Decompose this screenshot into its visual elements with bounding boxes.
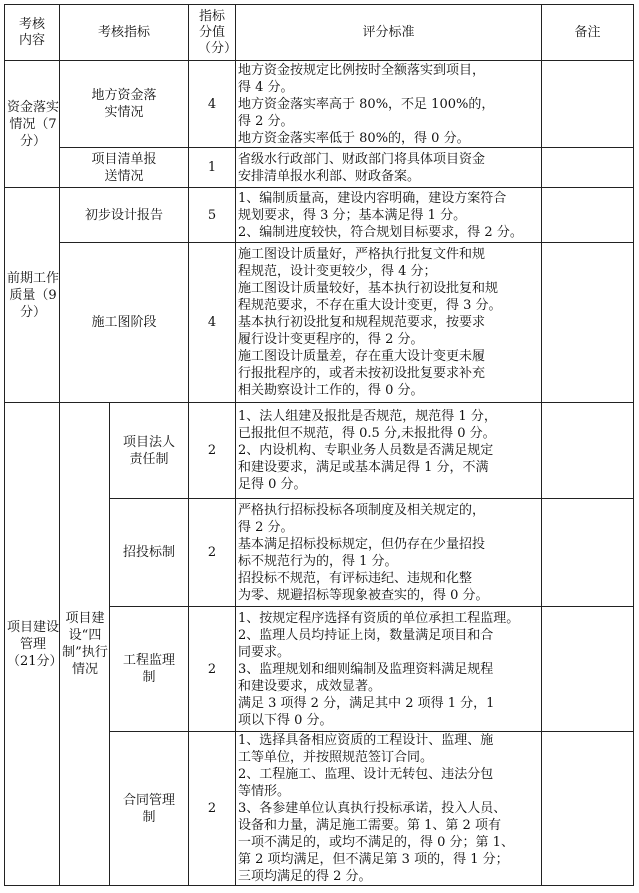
indicator-cell: 项目法人责任制	[110, 403, 189, 499]
header-score: 指标分值（分）	[189, 5, 236, 61]
remark-cell	[542, 61, 634, 148]
score-cell: 4	[189, 61, 236, 148]
criteria-cell: 1、选择具备相应资质的工程设计、监理、施 工等单位，并按照规范签订合同。 2、工程施工、监理、设计无转包、违法分包 等情形。 3、各参建单位认真执行投标承诺，投入人员、 设备和力量，满足施工需要。第 1、第 2 项有 一项不满足的，或均不满足的，得 0 分；第 1、 第 2 项均满足，但不满足第 3 项的，得 1 分； 三项均满足的得 2 分。	[236, 732, 542, 886]
header-criteria: 评分标准	[236, 5, 542, 61]
remark-cell	[542, 732, 634, 886]
score-cell: 4	[189, 243, 236, 403]
header-content: 考核内容	[5, 5, 60, 61]
table-row	[5, 403, 634, 499]
criteria-cell: 严格执行招标投标各项制度及相关规定的， 得 2 分。 基本满足招标投标规定，但仍存在少量招投 标不规范行为的，得 1 分。 招投标不规范，有评标违纪、违规和化整 为零、规避招标等现象被查实的，得 0 分。	[236, 499, 542, 607]
header-indicator: 考核指标	[60, 5, 189, 61]
score-cell: 2	[189, 732, 236, 886]
criteria-cell: 省级水行政部门、财政部门将具体项目资金 安排清单报水利部、财政备案。	[236, 148, 542, 188]
remark-cell	[542, 243, 634, 403]
remark-cell	[542, 403, 634, 499]
section-content: 资金落实情况（7分）	[5, 61, 60, 188]
remark-cell	[542, 188, 634, 243]
table-row	[5, 148, 634, 188]
remark-cell	[542, 607, 634, 732]
score-cell: 2	[189, 607, 236, 732]
table-row	[5, 243, 634, 403]
section-content: 项目建设管理（21分）	[5, 403, 60, 886]
score-cell: 2	[189, 403, 236, 499]
indicator-cell: 初步设计报告	[60, 188, 189, 243]
table-row	[5, 188, 634, 243]
score-cell: 2	[189, 499, 236, 607]
section-content: 前期工作质量（9分）	[5, 188, 60, 403]
score-cell: 1	[189, 148, 236, 188]
indicator-cell: 施工图阶段	[60, 243, 189, 403]
table-row	[5, 61, 634, 148]
criteria-cell: 1、法人组建及报批是否规范，规范得 1 分， 已报批但不规范，得 0.5 分,未报批得 0 分。 2、内设机构、专职业务人员数是否满足规定 和建设要求，满足或基本满足得 1 分，不满 足得 0 分。	[236, 403, 542, 499]
indicator-cell: 地方资金落实情况	[60, 61, 189, 148]
criteria-cell: 地方资金按规定比例按时全额落实到项目， 得 4 分。 地方资金落实率高于 80%，不足 100%的， 得 2 分。 地方资金落实率低于 80%的，得 0 分。	[236, 61, 542, 148]
criteria-cell: 1、编制质量高，建设内容明确，建设方案符合 规划要求，得 3 分；基本满足得 1 分。 2、编制进度较快，符合规划目标要求，得 2 分。	[236, 188, 542, 243]
remark-cell	[542, 499, 634, 607]
criteria-cell: 1、按规定程序选择有资质的单位承担工程监理。 2、监理人员均持证上岗，数量满足项目和合 同要求。 3、监理规划和细则编制及监理资料满足规程 和建设要求，成效显著。 满足 3 项得 2 分，满足其中 2 项得 1 分，1 项以下得 0 分。	[236, 607, 542, 732]
indicator-cell: 合同管理制	[110, 732, 189, 886]
table-header-row	[5, 5, 634, 61]
indicator-cell: 招投标制	[110, 499, 189, 607]
indicator-cell: 工程监理制	[110, 607, 189, 732]
indicator-cell: 项目清单报送情况	[60, 148, 189, 188]
header-remark: 备注	[542, 5, 634, 61]
evaluation-table	[4, 4, 634, 886]
criteria-cell: 施工图设计质量好，严格执行批复文件和规 程规范，设计变更较少，得 4 分； 施工图设计质量较好，基本执行初设批复和规 程规范要求，不存在重大设计变更，得 3 分。 基本执行初设批复和规程规范要求，按要求 履行设计变更程序的，得 2 分。 施工图设计质量差，存在重大设计变更未履 行报批程序的，或者未按初设批复要求补充 相关勘察设计工作的，得 0 分。	[236, 243, 542, 403]
group-cell: 项目建设“四制”执行情况	[60, 403, 110, 886]
remark-cell	[542, 148, 634, 188]
score-cell: 5	[189, 188, 236, 243]
